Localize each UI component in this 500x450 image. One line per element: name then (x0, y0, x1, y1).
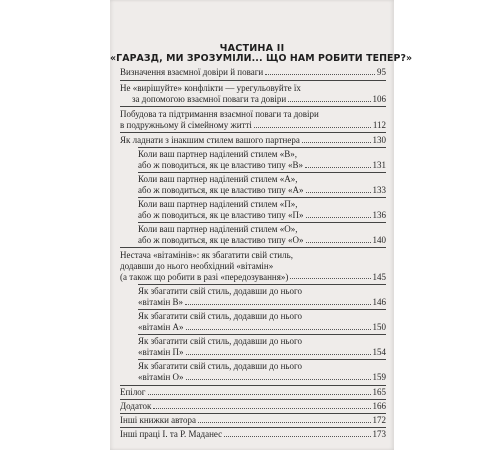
part-title: «ГАРАЗД, МИ ЗРОЗУМІЛИ... ЩО НАМ РОБИТИ ТЕПЕР?» (110, 53, 413, 64)
dot-leader (186, 372, 371, 380)
divider (138, 222, 386, 223)
toc-entry-text: «вітамін А» (138, 321, 184, 332)
divider (120, 80, 386, 81)
toc-entry (120, 387, 386, 398)
toc-entry-text: Коли ваш партнер наділений стилем «П», (138, 199, 298, 209)
dot-leader (153, 401, 370, 409)
toc-subentry (138, 224, 386, 246)
toc-entry-page: 154 (372, 346, 386, 357)
toc-entry-page: 133 (372, 184, 386, 195)
book-page (110, 0, 413, 450)
toc-entry-text: Коли ваш партнер наділений стилем «В», (138, 149, 297, 159)
toc-entry-page: 131 (372, 159, 386, 170)
toc-entry-text: за допомогою взаємної поваги та довіри (132, 93, 287, 104)
divider (120, 413, 386, 414)
toc-entry-page: 159 (372, 371, 386, 382)
toc-entry-text: або ж поводиться, як це властиво типу «П» (138, 209, 304, 220)
divider (120, 247, 386, 248)
part-heading: ЧАСТИНА ІІ (219, 43, 285, 54)
dot-leader (288, 94, 370, 102)
toc-entry-page: 150 (372, 321, 386, 332)
toc-entry-page: 136 (372, 209, 386, 220)
toc-subentry (138, 286, 386, 308)
divider (120, 385, 386, 386)
divider (138, 172, 386, 173)
toc-entry (120, 67, 386, 78)
toc-entry-text: Нестача «вітамінів»: як збагатити свій стиль, (120, 250, 293, 260)
divider (120, 427, 386, 428)
toc-entry-text: «вітамін О» (138, 371, 184, 382)
toc-entry-page: 140 (372, 234, 386, 245)
divider (138, 284, 386, 285)
toc-entry (120, 415, 386, 426)
toc-entry-text: Як збагатити свій стиль, додавши до нього (138, 336, 302, 346)
dot-leader (302, 135, 371, 143)
toc-subentry (138, 336, 386, 358)
dot-leader (254, 120, 371, 128)
dot-leader (306, 185, 371, 193)
dot-leader (306, 235, 371, 243)
divider (120, 106, 386, 107)
toc-entry-page: 166 (372, 401, 386, 411)
divider (138, 197, 386, 198)
toc-entry-text: Як збагатити свій стиль, додавши до нього (138, 286, 302, 296)
divider (138, 147, 386, 148)
toc-entry-text: «вітамін В» (138, 296, 184, 307)
toc-entry-text: Не «вирішуйте» конфлікти — урегульовуйте їх (120, 83, 301, 93)
dot-leader (265, 67, 375, 75)
toc-entry-text: або ж поводиться, як це властиво типу «В» (138, 159, 304, 170)
toc-subentry (138, 149, 386, 171)
divider (138, 359, 386, 360)
dot-leader (305, 160, 370, 168)
dot-leader (290, 272, 370, 280)
divider (120, 399, 386, 400)
toc-entry (120, 83, 386, 105)
toc-entry-text: Епілог (120, 387, 146, 397)
toc-entry (120, 429, 386, 440)
dot-leader (185, 297, 370, 305)
toc-entry-page: 130 (372, 135, 386, 145)
toc-entry-text: або ж поводиться, як це властиво типу «А» (138, 184, 304, 195)
toc-entry-text: додавши до нього необхідний «вітамін» (120, 260, 274, 271)
toc-entry (120, 109, 386, 131)
toc-subentry (138, 311, 386, 333)
toc-entry-text: Коли ваш партнер наділений стилем «О», (138, 224, 298, 234)
toc-entry (120, 401, 386, 412)
toc-entry-page: 145 (372, 271, 386, 282)
dot-leader (198, 415, 371, 423)
toc-entry-text: або ж поводиться, як це властиво типу «О» (138, 234, 304, 245)
dot-leader (224, 429, 370, 437)
toc-entry-text: «вітамін П» (138, 346, 184, 357)
toc-entry-text: в подружньому й сімейному житті (120, 119, 252, 130)
toc-entry-text: (а також що робити в разі «передозування») (120, 271, 289, 282)
toc-entry (120, 135, 386, 146)
toc-entry-text: Побудова та підтримання взаємної поваги та довіри (120, 109, 319, 119)
toc-entry-text: Визначення взаємної довіри й поваги (120, 67, 264, 77)
toc-entry (120, 250, 386, 282)
toc-entry-text: Інші книжки автора (120, 415, 196, 425)
dot-leader (186, 347, 371, 355)
toc-entry-page: 95 (377, 67, 386, 77)
toc-subentry (138, 361, 386, 383)
toc-entry-text: Як збагатити свій стиль, додавши до нього (138, 361, 302, 371)
toc-entry-text: Інші праці І. та Р. Маданес (120, 429, 223, 439)
dot-leader (148, 387, 371, 395)
divider (120, 132, 386, 133)
toc-subentry (138, 199, 386, 221)
toc-entry-page: 173 (372, 429, 386, 439)
dot-leader (306, 210, 371, 218)
toc-entry-page: 165 (372, 387, 386, 397)
dot-leader (186, 322, 371, 330)
toc-entry-text: Як збагатити свій стиль, додавши до нього (138, 311, 302, 321)
toc-entry-page: 112 (372, 119, 386, 130)
toc-entry-page: 172 (372, 415, 386, 425)
toc-entry-text: Додаток (120, 401, 152, 411)
toc-entry-text: Коли ваш партнер наділений стилем «А», (138, 174, 298, 184)
divider (138, 334, 386, 335)
toc-entry-text: Як ладнати з інакшим стилем вашого партнера (120, 135, 300, 145)
toc-entry-page: 106 (372, 93, 386, 104)
toc-subentry (138, 174, 386, 196)
toc-entry-page: 146 (372, 296, 386, 307)
divider (138, 309, 386, 310)
